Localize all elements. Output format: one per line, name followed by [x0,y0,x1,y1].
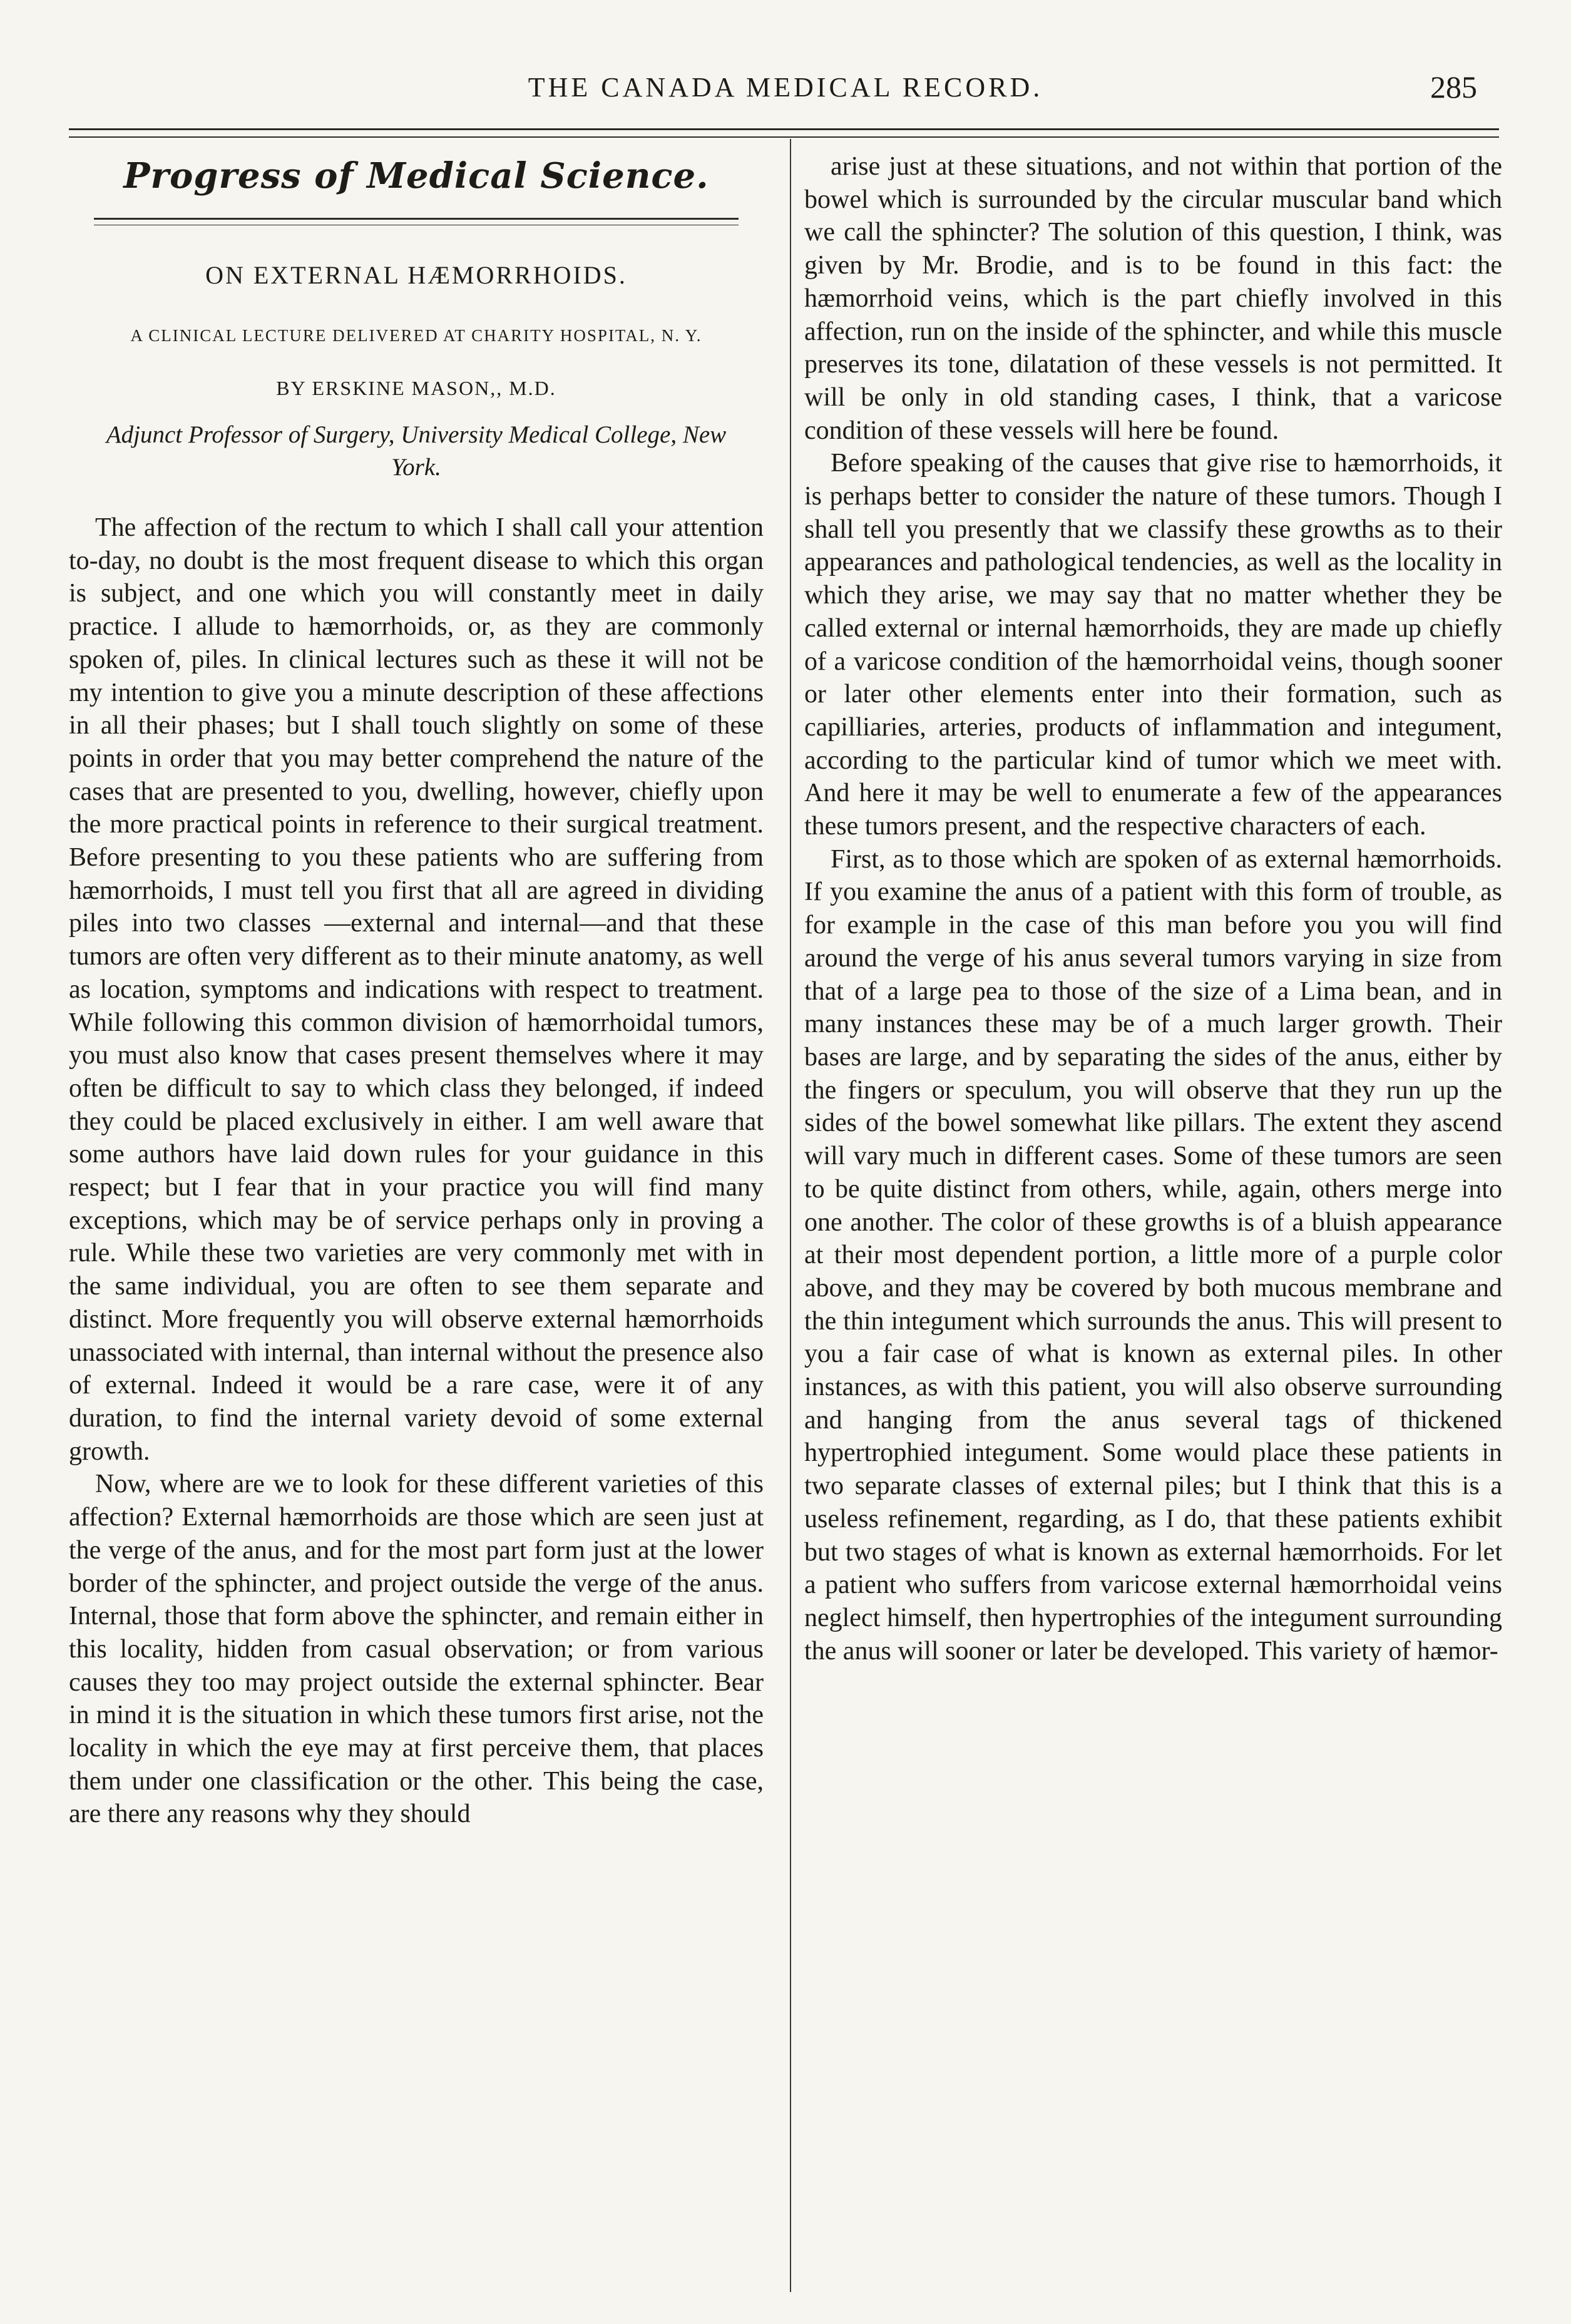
article-subtitle: A CLINICAL LECTURE DELIVERED AT CHARITY HOSPITAL, N. Y. [130,326,702,345]
section-title: Progress of Medical Science. [123,155,709,197]
page-number: 285 [1430,69,1477,105]
column-divider [790,139,791,2292]
header-rule-thin [69,136,1499,138]
paragraph: Before speaking of the causes that give rise to hæmorrhoids, it is perhaps better to consider the nature of these tumors. Though I shall tell you presently that we classify these growths as to their appearances and pathological tendencies, as well as the locality in which they arise, we may say that no matter whether they be called external or internal hæmorrhoids, they are made up chiefly of a varicose condition of the hæmorrhoidal veins, though sooner or later other elements enter into their formation, such as capilliaries, arteries, products of inflammation and integument, according to the particular kind of tumor which we meet with. And here it may be well to enumerate a few of the appearances these tumors present, and the respective characters of each. [804,449,1502,841]
paragraph: Now, where are we to look for these different varieties of this affection? External hæmorrhoids are those which are seen just at the verge of the anus, and for the most part form just at the lower border of the sphincter, and project outside the verge of the anus. Internal, those that form above the sphincter, and remain either in this locality, hidden from casual observation; or from various causes they too may project outside the external sphincter. Bear in mind it is the situation in which these tumors first arise, not the locality in which the eye may at first perceive them, that places them under one classification or the other. This being the case, are there any reasons why they should [69,1470,764,1829]
journal-title: THE CANADA MEDICAL RECORD. [528,72,1043,103]
header-rule [69,128,1499,130]
article-title: ON EXTERNAL HÆMORRHOIDS. [205,261,627,289]
paragraph: arise just at these situations, and not within that portion of the bowel which is surrounded by the circular muscular band which we call the sphincter? The solution of this question, I think, was given by Mr. Brodie, and is to be found in this fact: the hæmorrhoid veins, which is the part chiefly involved in this affection, run on the inside of the sphincter, and while this muscle preserves its tone, dilatation of these vessels is not permitted. It will be only in old standing cases, I think, that a varicose condition of these vessels will here be found. [804,152,1502,445]
running-head [69,63,1502,106]
paragraph: The affection of the rectum to which I shall call your attention to-day, no doubt is the most frequent disease to which this organ is subject, and one which you will constantly meet in daily practice. I allude to hæmorrhoids, or, as they are commonly spoken of, piles. In clinical lectures such as these it will not be my intention to give you a minute description of these affections in all their phases; but I shall touch slightly on some of these points in order that you may better comprehend the nature of the cases that are presented to you, dwelling, however, chiefly upon the more practical points in reference to their surgical treatment. Before presenting to you these patients who are suffering from hæmorrhoids, I must tell you first that all are agreed in dividing piles into two classes —external and internal—and that these tumors are often very different as to their minute anatomy, as well as location, symptoms and indications with respect to treatment. While following this common division of hæmorrhoidal tumors, you must also know that cases present themselves where it may often be difficult to say to which class they belonged, if indeed they could be placed exclusively in either. I am well aware that some authors have laid down rules for your guidance in this respect; but I fear that in your practice you will find many exceptions, which may be of service perhaps only in proving a rule. While these two varieties are very commonly met with in the same individual, you are often to see them separate and distinct. More frequently you will observe external hæmorrhoids unassociated with internal, than internal without the presence also of external. Indeed it would be a rare case, were it of any duration, to find the internal variety devoid of some external growth. [69,513,764,1466]
author-affiliation: Adjunct Professor of Surgery, University Medical College, New York. [106,421,727,481]
paragraph: First, as to those which are spoken of as external hæmorrhoids. If you examine the anus of a patient with this form of trouble, as for example in the case of this man before you you will find around the verge of his anus several tumors varying in size from that of a large pea to those of the size of a Lima bean, and in many instances these may be of a much larger growth. Their bases are large, and by separating the sides of the anus, either by the fingers or speculum, you will observe that they run up the sides of the bowel somewhat like pillars. The extent they ascend will vary much in different cases. Some of these tumors are seen to be quite distinct from others, while, again, others merge into one another. The color of these growths is of a bluish appearance at their most dependent portion, a little more of a purple color above, and they may be covered by both mucous membrane and the thin integument which surrounds the anus. This will present to you a fair case of what is known as external piles. In other instances, as with this patient, you will also observe surrounding and hanging from the anus several tags of thickened hypertrophied integument. Some would place these patients in two separate classes of external piles; but I think that this is a useless refinement, regarding, as I do, that these patients exhibit but two stages of what is known as external hæmorrhoids. For let a patient who suffers from varicose external hæmorrhoidal veins neglect himself, then hypertrophies of the integument surrounding the anus will sooner or later be developed. This variety of hæmor- [804,844,1502,1666]
right-column [804,150,1502,1667]
section-rule [94,218,739,220]
author-byline: BY ERSKINE MASON,, M.D. [276,377,556,399]
left-column [69,150,764,1831]
